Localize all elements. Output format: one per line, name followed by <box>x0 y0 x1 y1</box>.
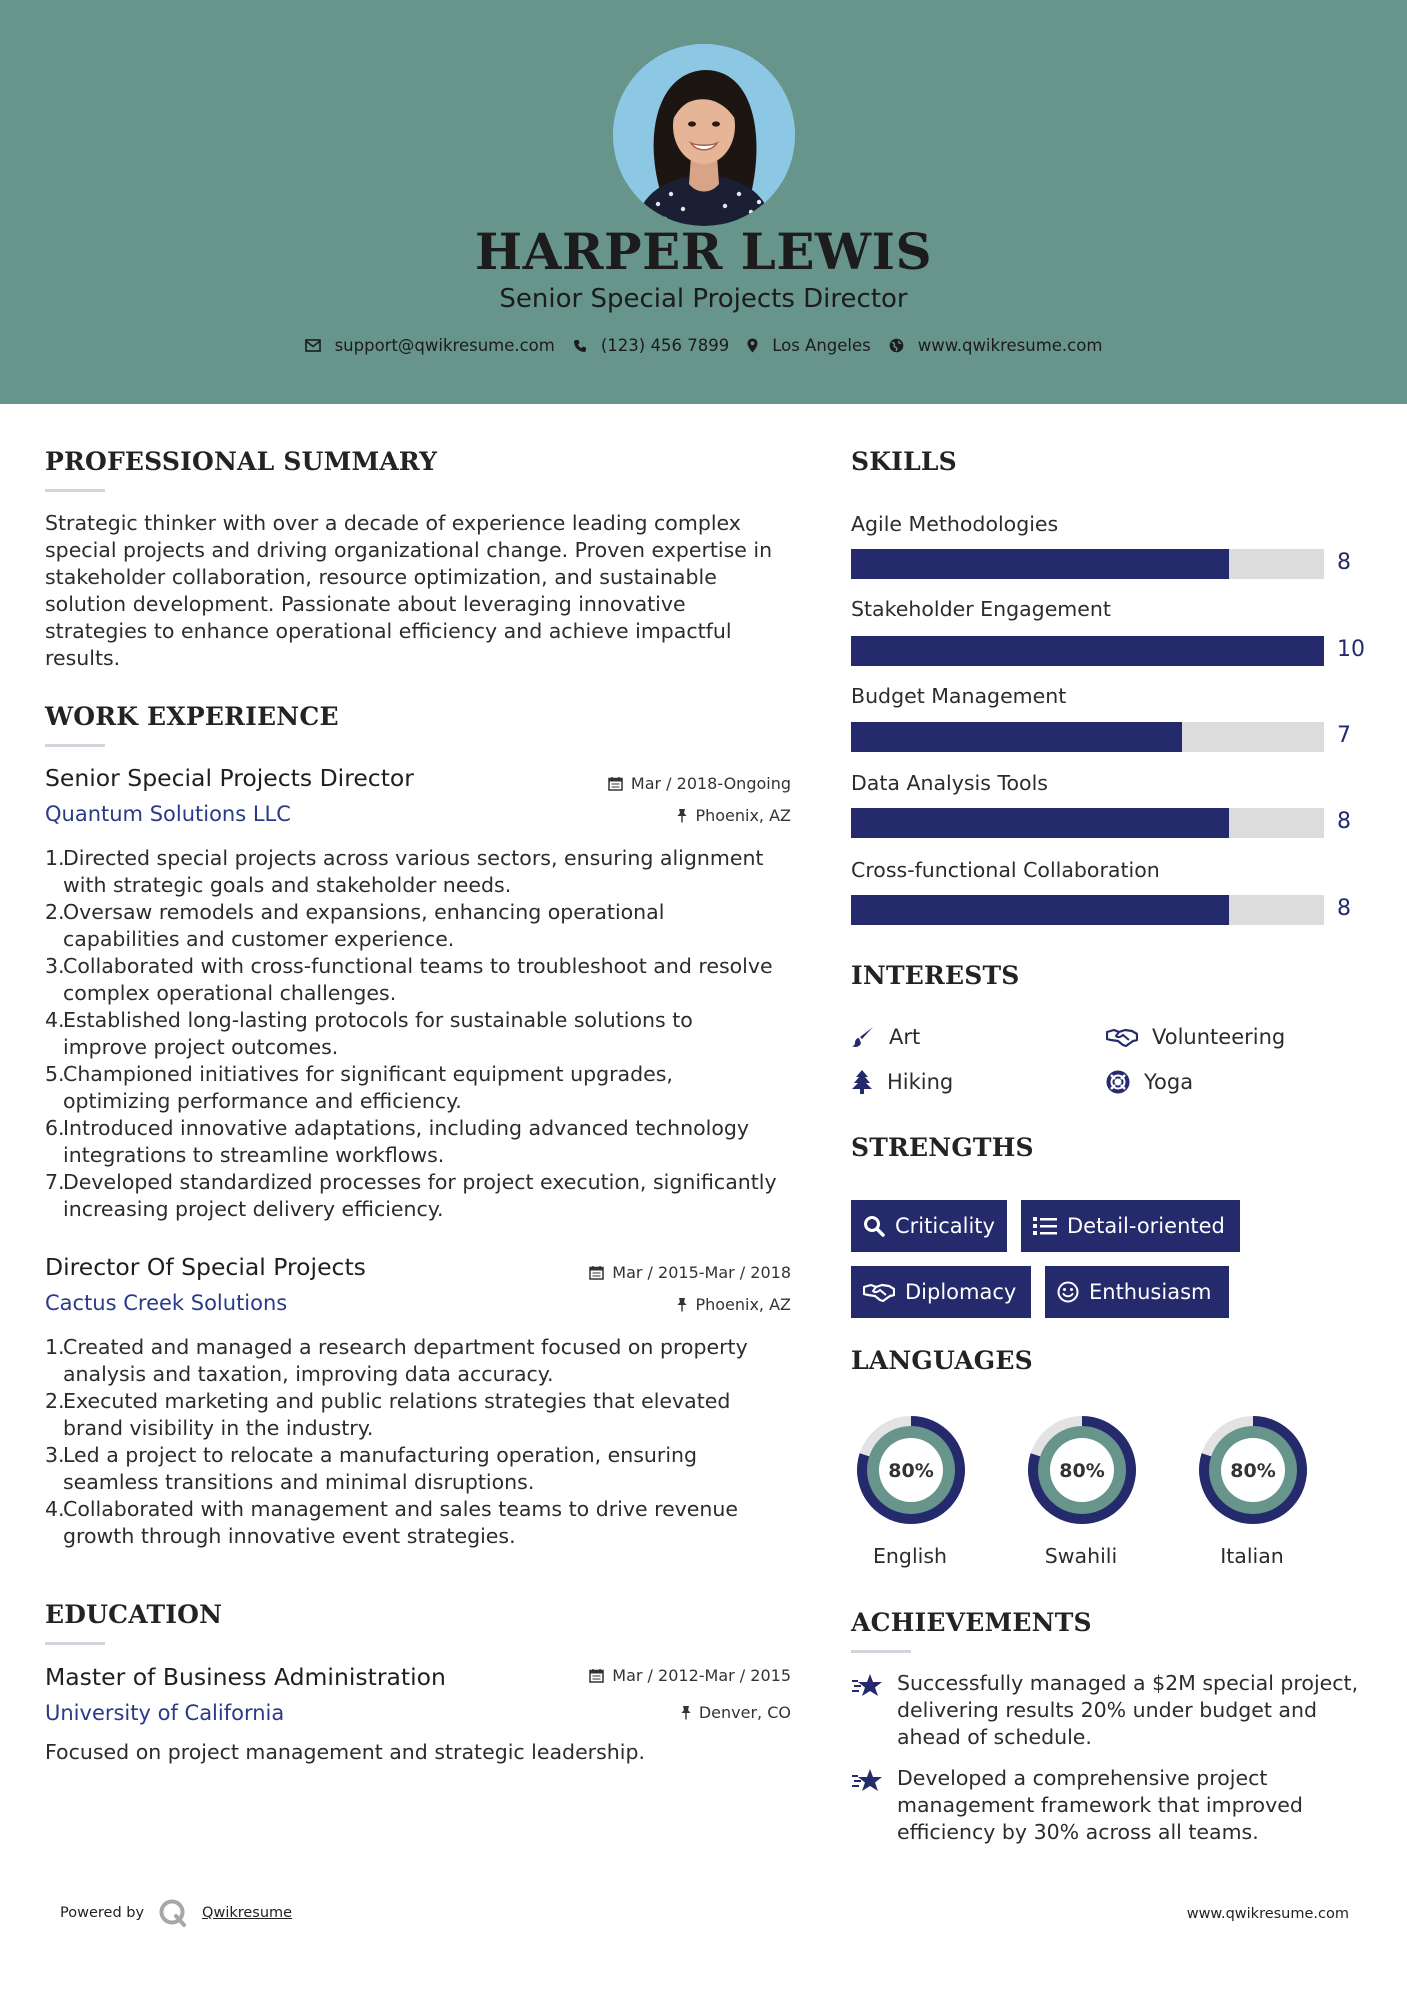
powered-by-label: Powered by <box>60 1905 145 1921</box>
contact-email[interactable] <box>305 336 555 355</box>
list-line: Oversaw remodels and expansions, enhancing operational <box>63 900 665 924</box>
skill-bar-fill <box>851 722 1182 752</box>
skill-bar <box>851 722 1324 752</box>
contact-phone[interactable] <box>573 336 729 355</box>
interest-label: Hiking <box>887 1070 954 1094</box>
list-line: Executed marketing and public relations strategies that elevated <box>63 1389 731 1413</box>
summary-heading: PROFESSIONAL SUMMARY <box>45 447 438 476</box>
list-number: 1. <box>45 846 65 870</box>
list-item <box>45 845 805 899</box>
skill-bar-fill <box>851 549 1229 579</box>
experience-rule <box>45 744 105 747</box>
summary-line: solution development. Passionate about leveraging innovative <box>45 592 686 616</box>
list-line: capabilities and customer experience. <box>63 927 455 951</box>
list-line: complex operational challenges. <box>63 981 397 1005</box>
education-location-text: Denver, CO <box>698 1703 791 1722</box>
list-item <box>45 1388 805 1442</box>
list-number: 5. <box>45 1062 65 1086</box>
experience-heading: WORK EXPERIENCE <box>45 702 339 731</box>
language-ring <box>850 1409 972 1531</box>
job-dates-text: Mar / 2018-Ongoing <box>630 774 791 793</box>
profile-photo <box>613 44 795 226</box>
skill-bar <box>851 549 1324 579</box>
job-title: Director Of Special Projects <box>45 1253 366 1281</box>
candidate-name: HARPER LEWIS <box>474 222 933 281</box>
achievement-line: ahead of schedule. <box>897 1725 1092 1749</box>
education-dates <box>589 1666 791 1685</box>
contact-website-text: www.qwikresume.com <box>917 336 1103 355</box>
language-ring <box>1021 1409 1143 1531</box>
list-line: integrations to streamline workflows. <box>63 1143 445 1167</box>
skill-bar-fill <box>851 895 1229 925</box>
interest-art <box>851 1025 920 1049</box>
summary-line: stakeholder collaboration, resource optimization, and sustainable <box>45 565 717 589</box>
list-item <box>45 1061 805 1115</box>
interest-label: Yoga <box>1144 1070 1194 1094</box>
achievement-item <box>851 1765 1371 1846</box>
footer-brand-link[interactable]: Qwikresume <box>202 1905 293 1921</box>
contact-website[interactable] <box>889 336 1103 355</box>
language-ring <box>1192 1409 1314 1531</box>
list-line: analysis and taxation, improving data accuracy. <box>63 1362 554 1386</box>
job-location-text: Phoenix, AZ <box>695 1295 791 1314</box>
search-icon <box>863 1215 885 1237</box>
list-line: Collaborated with cross-functional teams to troubleshoot and resolve <box>63 954 773 978</box>
list-item <box>45 899 805 953</box>
list-item <box>45 1334 805 1388</box>
contact-phone-text: (123) 456 7899 <box>600 336 730 355</box>
list-item <box>45 1496 805 1550</box>
qwikresume-logo-icon <box>158 1898 188 1928</box>
calendar-icon <box>589 1668 604 1683</box>
list-line: Collaborated with management and sales teams to drive revenue <box>63 1497 739 1521</box>
education-dates-text: Mar / 2012-Mar / 2015 <box>612 1666 791 1685</box>
strength-chip-diplomacy <box>851 1266 1031 1318</box>
skill-bar <box>851 808 1324 838</box>
contact-bar <box>0 336 1407 355</box>
skill-name: Data Analysis Tools <box>851 771 1048 795</box>
list-number: 3. <box>45 954 65 978</box>
strength-chip-detail-oriented <box>1021 1200 1240 1252</box>
interest-volunteering <box>1106 1025 1285 1049</box>
strengths-heading: STRENGTHS <box>851 1133 1034 1162</box>
school-name: University of California <box>45 1701 285 1725</box>
skill-value: 8 <box>1337 896 1351 921</box>
language-name: Italian <box>1220 1544 1284 1568</box>
list-icon <box>1033 1216 1057 1236</box>
strength-label: Detail-oriented <box>1067 1214 1225 1238</box>
profile-photo-image <box>613 44 795 226</box>
footer-website-link[interactable]: www.qwikresume.com <box>1186 1906 1349 1922</box>
interest-yoga <box>1106 1070 1193 1094</box>
map-marker-icon <box>747 338 758 353</box>
summary-rule <box>45 489 105 492</box>
list-number: 2. <box>45 1389 65 1413</box>
list-item <box>45 953 805 1007</box>
resume-header <box>0 0 1407 404</box>
skill-name: Agile Methodologies <box>851 512 1059 536</box>
achievement-item <box>851 1670 1371 1751</box>
list-item <box>45 1007 805 1061</box>
summary-text <box>45 510 795 672</box>
skill-value: 7 <box>1337 723 1351 748</box>
education-location <box>681 1703 791 1722</box>
list-line: Established long-lasting protocols for sustainable solutions to <box>63 1008 693 1032</box>
list-line: Introduced innovative adaptations, including advanced technology <box>63 1116 750 1140</box>
skill-bar <box>851 636 1324 666</box>
degree-title: Master of Business Administration <box>45 1663 446 1691</box>
pushpin-icon <box>677 808 687 823</box>
star-icon <box>851 1767 883 1795</box>
list-item <box>45 1442 805 1496</box>
lifering-icon <box>1106 1070 1130 1094</box>
list-line: increasing project delivery efficiency. <box>63 1197 444 1221</box>
skill-name: Budget Management <box>851 684 1067 708</box>
job-responsibilities <box>45 845 805 1223</box>
job-location <box>677 806 791 825</box>
list-line: seamless transitions and minimal disruptions. <box>63 1470 535 1494</box>
strength-label: Criticality <box>895 1214 995 1238</box>
list-line: growth through innovative event strategies. <box>63 1524 516 1548</box>
list-line: Directed special projects across various sectors, ensuring alignment <box>63 846 764 870</box>
calendar-icon <box>589 1265 604 1280</box>
list-line: with strategic goals and stakeholder needs. <box>63 873 512 897</box>
skill-bar-fill <box>851 636 1324 666</box>
list-line: brand visibility in the industry. <box>63 1416 374 1440</box>
job-company: Cactus Creek Solutions <box>45 1291 288 1315</box>
language-ring-swahili <box>1021 1409 1143 1535</box>
education-description: Focused on project management and strategic leadership. <box>45 1740 646 1764</box>
list-number: 7. <box>45 1170 65 1194</box>
summary-line: results. <box>45 646 121 670</box>
list-number: 1. <box>45 1335 65 1359</box>
star-icon <box>851 1672 883 1700</box>
pushpin-icon <box>681 1705 691 1720</box>
achievement-line: management framework that improved <box>897 1793 1303 1817</box>
envelope-icon <box>305 339 321 352</box>
job-dates <box>589 1263 791 1282</box>
list-item <box>45 1115 805 1169</box>
list-line: Created and managed a research department focused on property <box>63 1335 748 1359</box>
list-line: Led a project to relocate a manufacturing operation, ensuring <box>63 1443 698 1467</box>
handshake-icon <box>1106 1027 1138 1047</box>
job-dates-text: Mar / 2015-Mar / 2018 <box>612 1263 791 1282</box>
interest-label: Art <box>889 1025 921 1049</box>
skill-name: Cross-functional Collaboration <box>851 858 1160 882</box>
education-rule <box>45 1642 105 1645</box>
contact-email-text: support@qwikresume.com <box>334 336 555 355</box>
skill-name: Stakeholder Engagement <box>851 597 1111 621</box>
contact-location <box>747 336 871 355</box>
job-company: Quantum Solutions LLC <box>45 802 291 826</box>
interests-heading: INTERESTS <box>851 961 1020 990</box>
job-location-text: Phoenix, AZ <box>695 806 791 825</box>
achievement-line: Successfully managed a $2M special project, <box>897 1671 1359 1695</box>
footer-powered-by <box>60 1898 292 1928</box>
list-line: optimizing performance and efficiency. <box>63 1089 462 1113</box>
smile-icon <box>1057 1281 1079 1303</box>
achievement-text <box>897 1670 1358 1751</box>
list-number: 4. <box>45 1008 65 1032</box>
skill-bar <box>851 895 1324 925</box>
achievement-line: efficiency by 30% across all teams. <box>897 1820 1259 1844</box>
strength-chip-criticality <box>851 1200 1007 1252</box>
summary-line: special projects and driving organizational change. Proven expertise in <box>45 538 773 562</box>
achievement-line: delivering results 20% under budget and <box>897 1698 1317 1722</box>
education-heading: EDUCATION <box>45 1600 223 1629</box>
language-percent: 80% <box>1059 1460 1105 1482</box>
skills-heading: SKILLS <box>851 447 957 476</box>
phone-icon <box>573 339 587 353</box>
list-number: 3. <box>45 1443 65 1467</box>
list-number: 2. <box>45 900 65 924</box>
list-line: Developed standardized processes for project execution, significantly <box>63 1170 777 1194</box>
strength-label: Diplomacy <box>905 1280 1017 1304</box>
skill-value: 10 <box>1337 637 1365 662</box>
candidate-title: Senior Special Projects Director <box>499 284 908 314</box>
skill-value: 8 <box>1337 809 1351 834</box>
achievement-line: Developed a comprehensive project <box>897 1766 1268 1790</box>
language-name: English <box>872 1544 948 1568</box>
job-dates <box>608 774 791 793</box>
achievement-text <box>897 1765 1303 1846</box>
globe-icon <box>889 338 904 353</box>
summary-line: strategies to enhance operational efficiency and achieve impactful <box>45 619 732 643</box>
language-percent: 80% <box>888 1460 934 1482</box>
list-number: 6. <box>45 1116 65 1140</box>
job-location <box>677 1295 791 1314</box>
handshake-icon <box>863 1282 895 1302</box>
interest-hiking <box>851 1070 953 1094</box>
language-name: Swahili <box>1044 1544 1118 1568</box>
tree-icon <box>851 1070 873 1094</box>
pushpin-icon <box>677 1297 687 1312</box>
skill-value: 8 <box>1337 550 1351 575</box>
skill-bar-fill <box>851 808 1229 838</box>
language-percent: 80% <box>1230 1460 1276 1482</box>
calendar-icon <box>608 776 623 791</box>
list-item <box>45 1169 805 1223</box>
strength-chip-enthusiasm <box>1045 1266 1229 1318</box>
list-number: 4. <box>45 1497 65 1521</box>
languages-heading: LANGUAGES <box>851 1346 1033 1375</box>
achievements-rule <box>851 1650 911 1653</box>
interest-label: Volunteering <box>1152 1025 1286 1049</box>
summary-line: Strategic thinker with over a decade of experience leading complex <box>45 511 741 535</box>
language-ring-english <box>850 1409 972 1535</box>
achievements-heading: ACHIEVEMENTS <box>851 1608 1092 1637</box>
job-title: Senior Special Projects Director <box>45 764 414 792</box>
job-responsibilities <box>45 1334 805 1550</box>
list-line: improve project outcomes. <box>63 1035 339 1059</box>
language-ring-italian <box>1192 1409 1314 1535</box>
list-line: Championed initiatives for significant equipment upgrades, <box>63 1062 673 1086</box>
paintbrush-icon <box>851 1025 875 1049</box>
strength-label: Enthusiasm <box>1089 1280 1212 1304</box>
contact-location-text: Los Angeles <box>772 336 871 355</box>
